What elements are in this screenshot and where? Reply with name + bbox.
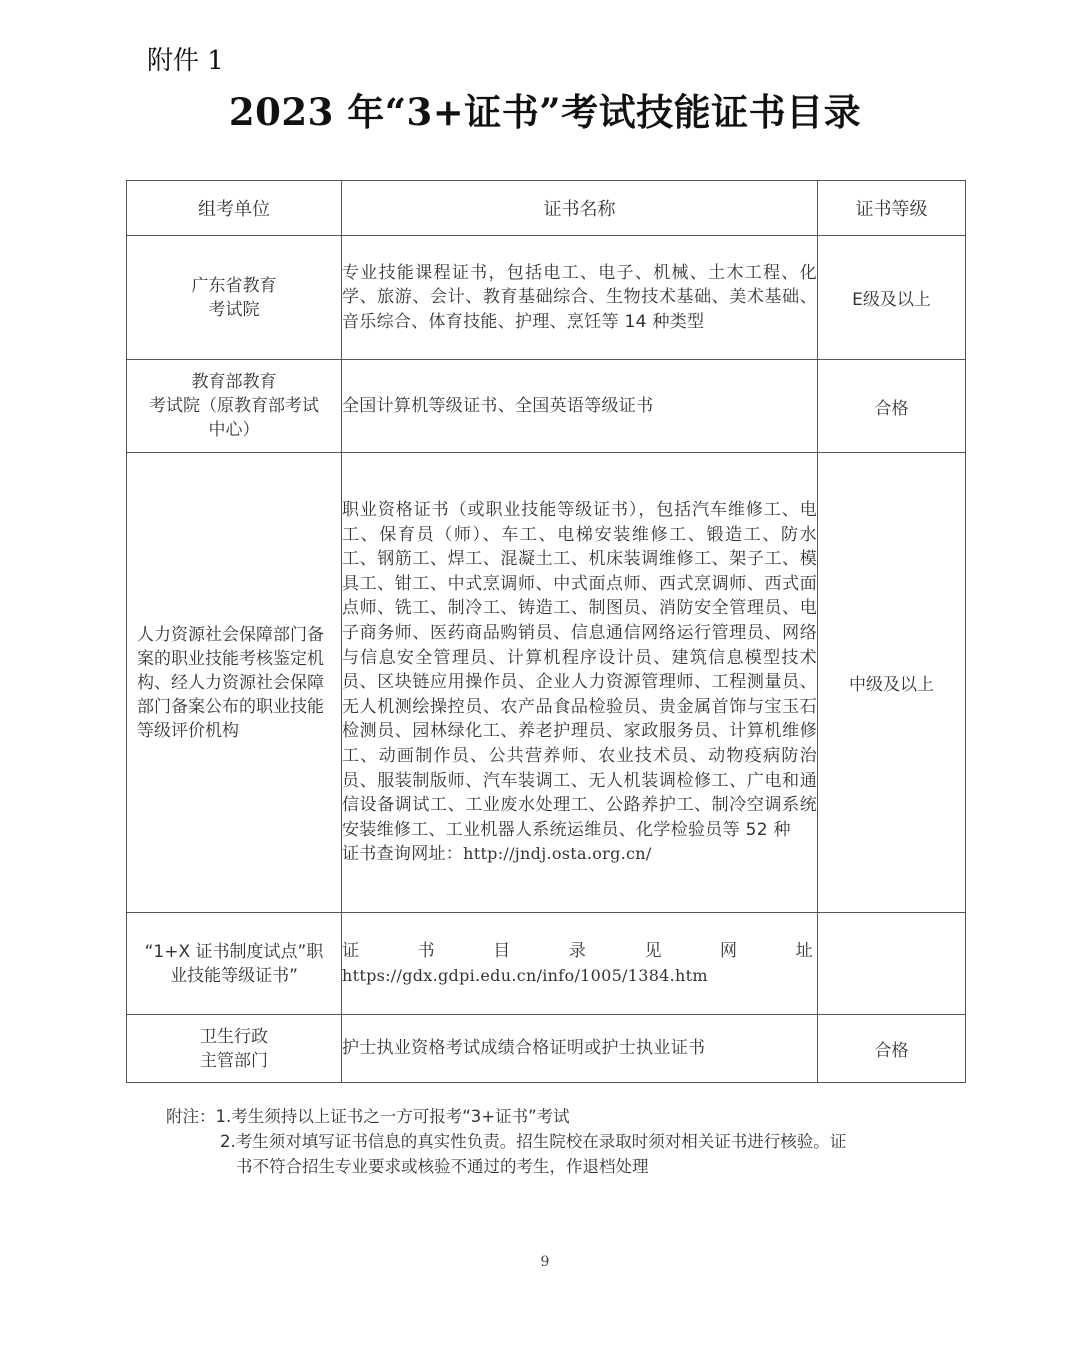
query-label: 证书查询网址： <box>342 844 464 865</box>
attachment-label: 附件 1 <box>147 46 224 76</box>
unit-cell: 人力资源社会保障部门备案的职业技能考核鉴定机构、经人力资源社会保障部门备案公布的职业技能等级评价机构 <box>127 453 342 913</box>
header-name: 证书名称 <box>342 181 818 236</box>
certificate-level-cell: 中级及以上 <box>818 453 966 913</box>
table-row <box>127 360 966 453</box>
catalog-see-url-line <box>342 939 817 964</box>
catalog-url-link[interactable]: https://gdx.gdpi.edu.cn/info/1005/1384.htm <box>342 965 708 985</box>
unit-cell <box>127 1015 342 1083</box>
certificate-level-cell: 合格 <box>818 1015 966 1083</box>
certificate-name-cell <box>342 913 818 1015</box>
certificate-name-cell: 护士执业资格考试成绩合格证明或护士执业证书 <box>342 1015 818 1083</box>
header-unit: 组考单位 <box>127 181 342 236</box>
unit-cell <box>127 913 342 1015</box>
note-line: 书不符合招生专业要求或核验不通过的考生，作退档处理 <box>236 1157 649 1176</box>
unit-line: 卫生行政 <box>200 1026 268 1047</box>
spread-char: 目 <box>493 940 511 961</box>
unit-line: “1+X 证书制度试点”职 <box>144 941 324 962</box>
unit-line: 业技能等级证书” <box>170 965 298 986</box>
page-title: 2023 年“3+证书”考试技能证书目录 <box>228 90 862 134</box>
unit-line: 考试院 <box>208 299 260 320</box>
unit-line: 广东省教育 <box>191 275 277 296</box>
certificate-name-cell: 专业技能课程证书，包括电工、电子、机械、土木工程、化学、旅游、会计、教育基础综合、生物技术基础、美术基础、音乐综合、体育技能、护理、烹饪等 14 种类型 <box>342 236 818 360</box>
spread-char: 见 <box>644 940 662 961</box>
note-line: 2.考生须对填写证书信息的真实性负责。招生院校在录取时须对相关证书进行核验。证 <box>220 1132 847 1151</box>
certificate-level-cell <box>818 913 966 1015</box>
certificate-level-cell: E级及以上 <box>818 236 966 360</box>
query-url-line <box>342 842 817 867</box>
spread-char: 网 <box>720 940 738 961</box>
certificate-level-cell: 合格 <box>818 360 966 453</box>
unit-cell <box>127 360 342 453</box>
unit-line: 考试院（原教育部考试 <box>149 396 319 416</box>
page-number: 9 <box>540 1254 550 1270</box>
unit-cell <box>127 236 342 360</box>
unit-line: 中心） <box>208 420 260 440</box>
table-row <box>127 453 966 913</box>
header-level: 证书等级 <box>818 181 966 236</box>
certificate-catalog-table <box>126 180 966 1083</box>
certificate-name-cell <box>342 453 818 913</box>
spread-char: 书 <box>417 940 435 961</box>
spread-char: 址 <box>795 940 813 961</box>
notes-section <box>166 1104 946 1179</box>
certificate-name-cell: 全国计算机等级证书、全国英语等级证书 <box>342 360 818 453</box>
query-url-link[interactable]: http://jndj.osta.org.cn/ <box>463 844 652 864</box>
certificate-list-text: 职业资格证书（或职业技能等级证书），包括汽车维修工、电工、保育员（师）、车工、电梯安装维修工、锻造工、防水工、钢筋工、焊工、混凝土工、机床装调维修工、架子工、模具工、钳工、中式烹调师、中式面点师、西式烹调师、西式面点师、铣工、制冷工、铸造工、制图员、消防安全管理员、电子商务师、医药商品购销员、信息通信网络运行管理员、网络与信息安全管理员、计算机程序设计员、建筑信息模型技术员、区块链应用操作员、企业人力资源管理师、工程测量员、无人机测绘操控员、农产品食品检验员、贵金属首饰与宝玉石检测员、园林绿化工、养老护理员、家政服务员、计算机维修工、动画制作员、公共营养师、农业技术员、动物疫病防治员、服装制版师、汽车装调工、无人机装调检修工、广电和通信设备调试工、工业废水处理工、公路养护工、制冷空调系统安装维修工、工业机器人系统运维员、化学检验员等 52 种 <box>342 500 817 840</box>
note-line: 附注：1.考生须持以上证书之一方可报考“3+证书”考试 <box>166 1107 570 1126</box>
unit-line: 主管部门 <box>200 1050 268 1071</box>
table-row <box>127 1015 966 1083</box>
unit-line: 教育部教育 <box>191 372 277 392</box>
table-row <box>127 236 966 360</box>
table-row <box>127 913 966 1015</box>
spread-char: 证 <box>342 940 360 961</box>
spread-char: 录 <box>568 940 587 961</box>
table-header-row <box>127 181 966 236</box>
